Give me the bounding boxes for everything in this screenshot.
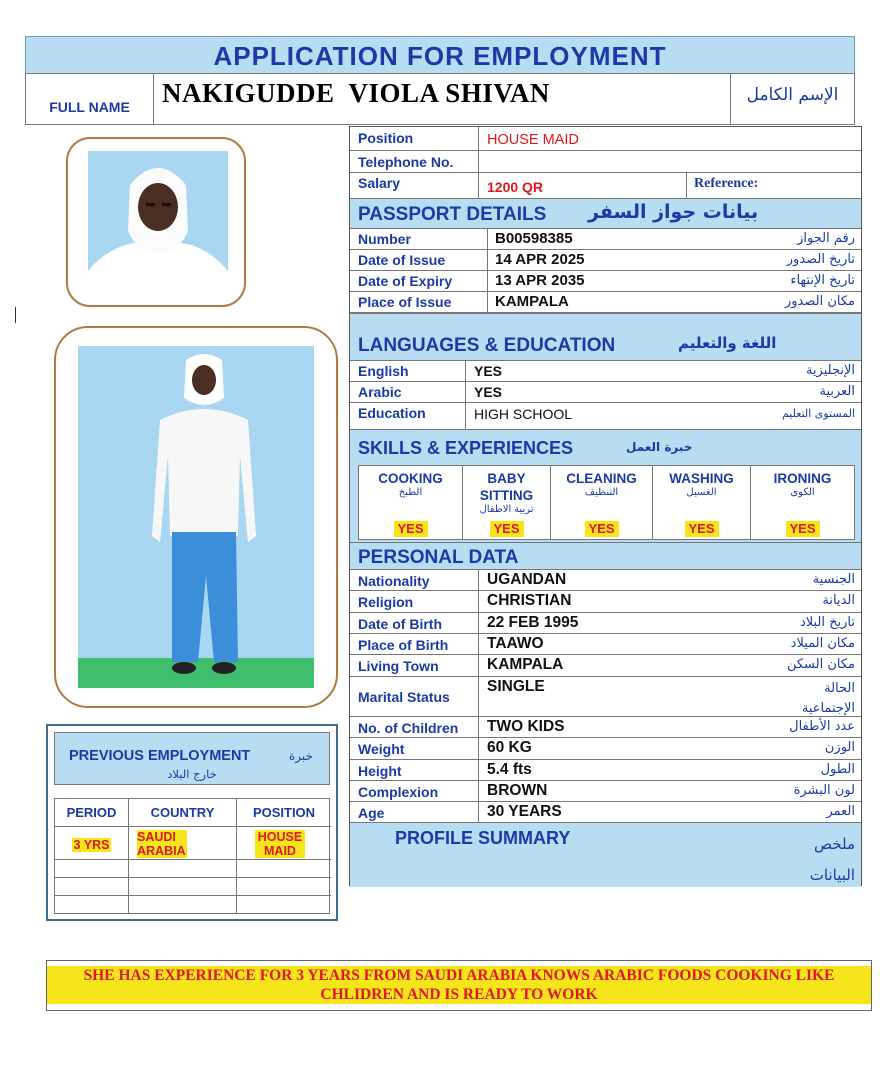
table-cell — [129, 860, 237, 878]
previous-employment-box — [46, 724, 338, 921]
weight-value: 60 KG — [487, 739, 532, 756]
english-value: YES — [474, 363, 503, 379]
table-cell — [55, 860, 129, 878]
position-value: HOUSE MAID — [487, 132, 579, 148]
age-arabic: العمر — [826, 804, 855, 819]
passport-number-label: Number — [358, 231, 411, 247]
country-value: SAUDI ARABIA — [137, 830, 186, 858]
skill-cooking — [359, 466, 463, 539]
languages-title-arabic: اللغة والتعليم — [678, 334, 777, 352]
personal-section-header — [350, 542, 861, 570]
skill-cooking-label: COOKING — [378, 471, 443, 486]
profile-summary-arabic: ملخص البيانات — [809, 835, 855, 884]
arabic-arabic: العربية — [819, 384, 855, 399]
passport-number-arabic: رقم الجواز — [797, 231, 855, 246]
full-body-photo — [78, 346, 314, 688]
table-cell — [55, 878, 129, 896]
nationality-row — [350, 570, 861, 591]
religion-label: Religion — [358, 594, 414, 610]
skill-cooking-arabic: الطبخ — [398, 487, 423, 498]
summary-line-2: CHLIDREN AND IS READY TO WORK — [320, 986, 598, 1003]
previous-employment-header — [54, 732, 330, 785]
experience-summary-box — [46, 960, 872, 1011]
height-value: 5.4 fts — [487, 761, 532, 778]
skill-cleaning-arabic: التنظيف — [584, 487, 619, 498]
skill-washing-value: YES — [685, 521, 719, 537]
personal-title: PERSONAL DATA — [358, 547, 519, 568]
salary-label: Salary — [358, 175, 401, 191]
reference-label: Reference: — [694, 176, 759, 191]
previous-employment-title: PREVIOUS EMPLOYMENT — [69, 748, 251, 764]
living-town-arabic: مكان السكن — [786, 657, 855, 672]
position-header: POSITION — [237, 799, 331, 827]
text-cursor — [15, 307, 16, 323]
education-value: HIGH SCHOOL — [474, 406, 573, 422]
place-of-issue-row — [350, 292, 861, 313]
place-of-birth-row — [350, 634, 861, 655]
portrait-photo — [88, 151, 228, 297]
education-label: Education — [358, 405, 426, 421]
passport-section-header — [350, 199, 861, 229]
place-of-birth-value: TAAWO — [487, 635, 544, 652]
telephone-label: Telephone No. — [358, 154, 454, 170]
nationality-arabic: الجنسية — [812, 572, 855, 587]
english-row — [350, 361, 861, 382]
skill-baby-sitting-value: YES — [490, 521, 524, 537]
living-town-row — [350, 655, 861, 677]
table-cell — [129, 878, 237, 896]
skill-baby-sitting — [463, 466, 551, 539]
telephone-row — [350, 151, 861, 173]
skill-washing-label: WASHING — [669, 471, 734, 486]
date-of-issue-row — [350, 250, 861, 271]
profile-summary-title: PROFILE SUMMARY — [395, 828, 571, 848]
marital-status-row — [350, 677, 861, 717]
place-of-birth-label: Place of Birth — [358, 637, 449, 653]
position-row — [350, 127, 861, 151]
date-of-birth-row — [350, 613, 861, 634]
children-row — [350, 717, 861, 738]
complexion-arabic: لون البشرة — [793, 783, 855, 798]
date-of-issue-arabic: تاريخ الصدور — [786, 252, 855, 267]
date-of-birth-value: 22 FEB 1995 — [487, 614, 579, 631]
date-of-expiry-arabic: تاريخ الإنتهاء — [790, 273, 855, 288]
languages-title: LANGUAGES & EDUCATION — [358, 335, 616, 356]
age-value: 30 YEARS — [487, 803, 562, 820]
complexion-row — [350, 781, 861, 802]
height-arabic: الطول — [820, 762, 855, 777]
skill-cooking-value: YES — [394, 521, 428, 537]
languages-section-header — [350, 313, 861, 361]
table-cell — [237, 860, 331, 878]
skill-ironing — [751, 466, 854, 539]
nationality-label: Nationality — [358, 573, 430, 589]
weight-row — [350, 738, 861, 760]
passport-number-row — [350, 229, 861, 250]
weight-arabic: الوزن — [824, 740, 855, 755]
salary-value: 1200 QR — [487, 179, 544, 195]
religion-value: CHRISTIAN — [487, 592, 572, 609]
age-row — [350, 802, 861, 823]
arabic-value: YES — [474, 384, 503, 400]
experience-summary-text — [47, 966, 871, 1004]
position-label: Position — [358, 130, 414, 146]
complexion-label: Complexion — [358, 784, 439, 800]
table-cell — [237, 878, 331, 896]
arabic-row — [350, 382, 861, 403]
date-of-expiry-label: Date of Expiry — [358, 273, 453, 289]
passport-number-value: B00598385 — [495, 230, 573, 247]
previous-employment-table — [54, 798, 330, 914]
skill-ironing-arabic: الكوى — [790, 487, 815, 498]
skills-grid — [358, 465, 855, 540]
skill-baby-sitting-label: BABY SITTING — [479, 471, 534, 503]
full-name-label: FULL NAME — [26, 74, 154, 124]
skill-cleaning — [551, 466, 653, 539]
full-name-row — [25, 73, 855, 125]
skills-title: SKILLS & EXPERIENCES — [358, 438, 574, 458]
profile-summary-section — [350, 823, 861, 887]
full-name-value: NAKIGUDDE VIOLA SHIVAN — [162, 78, 550, 108]
date-of-birth-label: Date of Birth — [358, 616, 442, 632]
english-label: English — [358, 363, 409, 379]
table-cell-position — [237, 827, 331, 860]
marital-status-arabic: الحالة الإجتماعية — [801, 681, 855, 716]
period-value: 3 YRS — [73, 838, 110, 852]
full-body-photo-frame — [54, 326, 338, 708]
skill-ironing-label: IRONING — [773, 471, 832, 486]
skills-title-arabic: خبرة العمل — [626, 440, 693, 454]
marital-status-value: SINGLE — [487, 678, 545, 695]
complexion-value: BROWN — [487, 782, 548, 799]
marital-status-label: Marital Status — [358, 689, 450, 705]
english-arabic: الإنجليزية — [805, 363, 855, 378]
previous-employment-title-arabic: خبرة — [289, 749, 313, 763]
skill-cleaning-label: CLEANING — [566, 471, 637, 486]
period-header: PERIOD — [55, 799, 129, 827]
table-cell — [237, 896, 331, 913]
person-full-body-icon — [78, 346, 314, 688]
religion-row — [350, 591, 861, 613]
passport-title-arabic: بيانات جواز السفر — [588, 201, 759, 223]
skill-baby-sitting-arabic: تربية الاطفال — [479, 504, 534, 515]
place-of-birth-arabic: مكان الميلاد — [790, 636, 855, 651]
skill-washing-arabic: الغسيل — [686, 487, 717, 498]
living-town-value: KAMPALA — [487, 656, 564, 673]
country-header: COUNTRY — [129, 799, 237, 827]
date-of-expiry-row — [350, 271, 861, 292]
table-cell-period — [55, 827, 129, 860]
weight-label: Weight — [358, 741, 405, 757]
education-row — [350, 403, 861, 430]
living-town-label: Living Town — [358, 658, 439, 674]
position-prev-value: HOUSE MAID — [255, 830, 305, 858]
table-cell-country — [129, 827, 237, 860]
age-label: Age — [358, 805, 385, 821]
full-name-arabic-label: الإسم الكامل — [730, 74, 854, 124]
skills-section-header — [350, 430, 861, 464]
children-value: TWO KIDS — [487, 718, 565, 735]
place-of-issue-arabic: مكان الصدور — [784, 294, 855, 309]
height-label: Height — [358, 763, 402, 779]
portrait-photo-frame — [66, 137, 246, 307]
date-of-issue-label: Date of Issue — [358, 252, 446, 268]
religion-arabic: الديانة — [822, 593, 855, 608]
salary-row — [350, 173, 861, 199]
form-title: APPLICATION FOR EMPLOYMENT — [25, 36, 855, 74]
height-row — [350, 760, 861, 781]
skill-cleaning-value: YES — [585, 521, 619, 537]
table-cell — [55, 896, 129, 913]
education-arabic: المستوى التعليم — [781, 407, 855, 420]
nationality-value: UGANDAN — [487, 571, 567, 588]
applicant-details-table — [349, 126, 862, 886]
date-of-birth-arabic: تاريخ البلاد — [799, 615, 855, 630]
skill-washing — [653, 466, 751, 539]
table-cell — [129, 896, 237, 913]
person-portrait-icon — [88, 151, 228, 297]
arabic-label: Arabic — [358, 384, 402, 400]
children-arabic: عدد الأطفال — [789, 719, 855, 734]
passport-title: PASSPORT DETAILS — [358, 204, 547, 225]
summary-line-1: SHE HAS EXPERIENCE FOR 3 YEARS FROM SAUDI ARABIA KNOWS ARABIC FOODS COOKING LIKE — [83, 967, 835, 984]
place-of-issue-value: KAMPALA — [495, 293, 569, 310]
previous-employment-subtitle-arabic: خارج البلاد — [167, 767, 217, 781]
children-label: No. of Children — [358, 720, 459, 736]
date-of-issue-value: 14 APR 2025 — [495, 251, 585, 268]
date-of-expiry-value: 13 APR 2035 — [495, 272, 585, 289]
place-of-issue-label: Place of Issue — [358, 294, 452, 310]
skill-ironing-value: YES — [786, 521, 820, 537]
